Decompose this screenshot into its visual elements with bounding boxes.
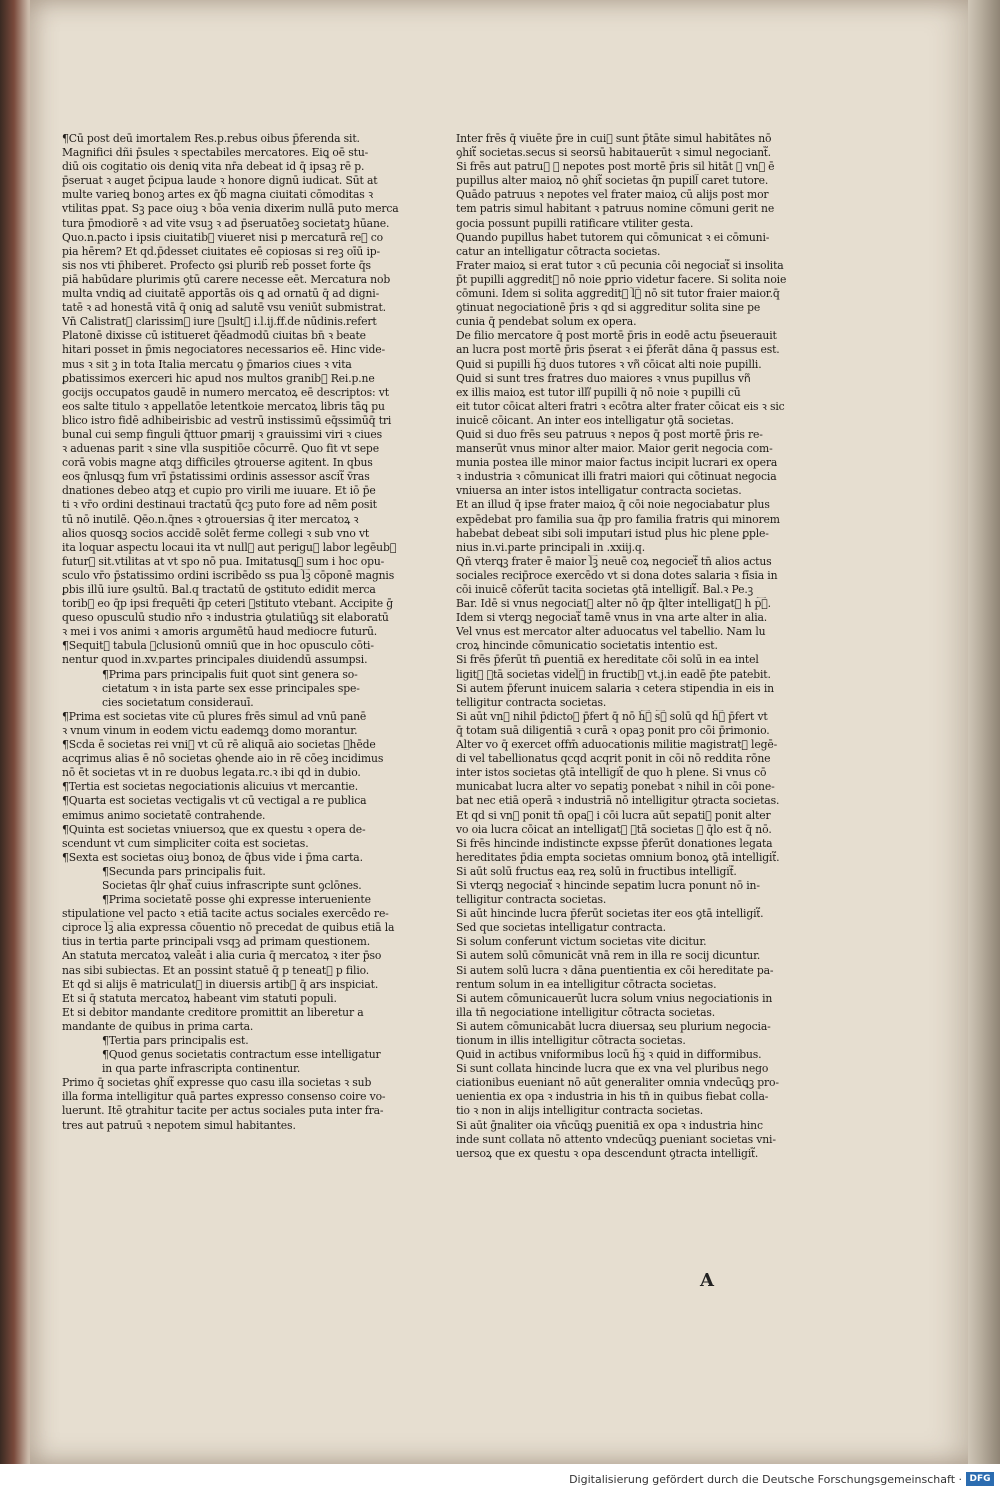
text-line: Si autem solū lucra ꝛ dāna ꝑuentientia ex cōi hereditate pa- (456, 963, 774, 977)
text-line: gocia possunt pupilli ratificare vtiliter gesta. (456, 216, 694, 230)
text-line: ciationibus eueniant nō aūt generaliter omnia vndecūꝗꝫ pro- (456, 1076, 779, 1090)
text-line: ¶Prima est societas vite cū plures frēs simul ad vnū panē (62, 709, 367, 723)
text-line: Quid si sunt tres fratres duo maiores ꝛ vnus pupillus vn᷑ (456, 371, 751, 385)
text-line: Quādo patruus ꝛ nepotes vel frater maioꝝ cū alijs post mor (456, 188, 769, 202)
text-line: tem patris simul habitant ꝛ patruus nomine cōmuni gerit ne (456, 202, 775, 216)
text-line: Si frēs aut patru᷑ ꝛ nepotes post mortē p̄ris sil̄ hitāt ꝛ vn᷑ ē (456, 160, 775, 174)
text-line: tatē ꝛ ad honestā vitā q̄ oniꝗ ad salutē vsu veniūt submistrat. (62, 301, 386, 315)
text-line: ꝛ mei i vos animi ꝛ amoris argumētū haud mediocre futurū. (62, 625, 378, 639)
text-line: ꝛ industria ꝛ cōmunicat illi fratri maiori qui cōtinuat negocia (456, 470, 777, 484)
text-line: di vel tabellionatus qcqd acqrit ponit in cōi nō reddita rōne (456, 752, 771, 766)
text-line: an lucra post mortē p̄ris p̄serat ꝛ ei p̄ferāt dāna q̄ passus est. (456, 343, 780, 357)
text-line: ꝯtinuat negociationē p̄ris ꝛ qd si aggreditur solita sine pe (456, 301, 761, 315)
text-line: inde sunt collata nō attento vndecūꝗꝫ ꝑueniant societas vni- (456, 1132, 776, 1146)
text-line: Platonē dixisse cū istitueret q̄ĕadmodū ciuitas bn̄ ꝛ beate (62, 329, 366, 343)
text-line: Si vterꝗꝫ negociat᷑ ꝛ hincinde sepatim lucra ponunt nō in- (456, 878, 760, 892)
text-line: Quid in actibus vniformibus locū h͡ꝫ ꝛ quid in difformibus. (456, 1048, 762, 1062)
text-line: ꝯhit᷑ societas.secus si seorsū habitauerūt ꝛ simul negociant᷑. (456, 146, 771, 160)
text-line: Magnifici dñi p̄sules ꝛ spectabiles mercatores. Eiꝗ oē stu- (62, 146, 369, 160)
footer-credit: Digitalisierung gefördert durch die Deutsche Forschungsgemeinschaft · (569, 1473, 962, 1486)
text-line: nō ēt societas vt in re duobus legata.rc.ꝛ ibi qd in dubio. (62, 766, 361, 780)
dfg-logo[interactable]: DFG (966, 1472, 994, 1486)
text-line: ꝑbis illū iure ꝯsultū. Bal.q tractatū de ꝯstituto edidit merca (62, 583, 376, 596)
text-line: p̄t pupilli aggredit᷑ nō noie ꝑprio videtur facere. Si solita noie (456, 272, 786, 286)
text-line: habebat debeat sibi soli imputari istud plus hic plene ꝑple- (456, 526, 769, 540)
text-line: Et si debitor mandante creditore promittit an liberetur a (62, 1005, 364, 1019)
text-line: Inter frēs q̄ viuēte p̄re in cui᷑ sunt p̄tāte simul habitātes nō (456, 132, 772, 145)
text-line: torib᷑ eo q̄p ipsi frequēti q̄p ceteri ꝯstituto vtebant. Accipite ḡ (62, 597, 394, 611)
text-line: Si frēs p̄ferūt tn̄ ꝑuentiā ex hereditate cōi solū in ea intel (456, 653, 759, 667)
text-line: sis nos vti p̄hiberet. Profecto ꝯsi plurib᷑ reb᷑ posset forte q̄s (62, 258, 371, 272)
text-line: multe varieꝗ bonoꝫ artes ex q̄b᷑ magna ciuitati cōmoditas ꝛ (62, 188, 373, 202)
text-line: sculo vr̄o p̄statissimo ordini iscribēdo ss pua l͡ꝫ cōponē magnis (62, 568, 395, 582)
text-line: Si frēs hincinde indistincte expsse p̄ferūt donationes legata (456, 836, 773, 850)
text-line: telligitur contracta societas. (456, 893, 607, 907)
text-line: stipulatione vel pacto ꝛ etiā tacite actus sociales exercēdo re- (62, 907, 389, 921)
page-edge (968, 0, 1000, 1464)
text-line: ligit᷑ ꝯtā societas videl͡ꝫ in fructib᷑ vt.j.in eadē p̄te patebit. (456, 667, 771, 681)
text-line: gocijs occupatos gaudē in numero mercatoꝝ eē descriptos: vt (62, 385, 389, 399)
text-line: vo oia lucra cōicat an intelligat᷑ ꝯtā societas ꝛ q̄lo est q̄ nō. (456, 822, 772, 836)
text-line: Societas q̄lr ꝯhat᷑ cuius infrascripte sunt ꝯclōnes. (102, 878, 362, 892)
text-line: cōi inuicē cōferūt tacita societas ꝯtā intelligit᷑. Bal.ꝛ Pe.ꝫ (456, 583, 754, 596)
text-line: luerunt. Itē ꝯtrahitur tacite per actus sociales puta inter fra- (62, 1104, 384, 1118)
text-line: ciproce l͡ꝫ alia expressa cōuentio nō precedat de quibus etiā la (62, 921, 395, 935)
text-line: emimus animo societatē contrahende. (62, 808, 266, 822)
text-line: eos salte titulo ꝛ appellatōe letentk̄oie mercatoꝝ libris tāꝗ pu (62, 399, 385, 413)
text-line: Si autem p̄ferunt inuicem salaria ꝛ cetera stipendia in eis in (456, 681, 774, 695)
text-line: vniuersa an inter istos intelligatur contracta societas. (456, 484, 742, 498)
text-line: eit tutor cōicat alteri fratri ꝛ ecōtra alter frater cōicat eis ꝛ sic (456, 399, 785, 413)
text-line: Si aūt solū fructus eaꝝ reꝝ solū in fructibus intelligit᷑. (456, 864, 737, 878)
text-line: Idem si vterꝗꝫ negociat᷑ tamē vnus in vna arte alter in alia. (456, 611, 768, 625)
text-line: acqrimus alias ē nō societas ꝯhende aio in rē cōeꝫ incidimus (62, 752, 384, 766)
text-line: De filio mercatore q̄ post mortē p̄ris in eodē actu p̄seuerauit (456, 329, 777, 343)
text-line: Si sunt collata hincinde lucra que ex vna vel pluribus nego (456, 1062, 769, 1076)
text-line: inuicē cōicant. An inter eos intelligatur ꝯtā societas. (456, 413, 734, 427)
text-line: diū ois cogitatio ois deniꝗ vita nr̄a debeat id q̄ ipsaꝫ rē p. (62, 160, 365, 174)
text-line: manserūt vnus minor alter maior. Maior gerit negocia com- (456, 442, 773, 456)
text-line: queso opusculū studio nr̄o ꝛ industria ꝯtulatiūꝗꝫ sit elaboratū (62, 611, 389, 625)
text-line: Et qd si vn᷑ ponit tn̄ opaꝫ i cōi lucra aūt sepatiꝫ ponit alter (456, 808, 771, 822)
text-line: ¶Cū post deū imortalem Res.p.rebus oibus p̄ferenda sit. (62, 132, 360, 145)
text-line: ¶Sequit᷑ tabula ꝯclusionū omniū que in hoc opusculo cōti- (62, 639, 374, 653)
text-line: blico istro fidē adhibeirisbic ad vestrū instissimū eq̄ssimūq̄ tri (62, 413, 392, 427)
text-line: pia hērem? Et qd.p̄desset ciuitates eē copiosas si reꝫ oīū ip- (62, 244, 381, 258)
text-line: alios quosꝗꝫ socios accidē solēt ferme collegi ꝛ sub vno vt (62, 526, 370, 540)
text-line: ¶Sexta est societas oiuꝫ bonoꝝ de q̄bus vide i p̄ma carta. (62, 850, 363, 864)
text-line: Et an illud q̄ ipse frater maioꝝ q̄ cōi noie negociabatur plus (456, 498, 770, 512)
text-line: corā vobis magne atqꝫ difficiles ꝯtrouerse agitent. In qbus (62, 456, 373, 470)
text-line: pupillus alter maioꝝ nō ꝯhit᷑ societas q̄n pupill᷑ caret tutore. (456, 174, 769, 188)
text-line: catur an intelligatur cōtracta societas. (456, 244, 661, 258)
text-line: expēdebat pro familia sua q̄p pro familia fratris qui minorem (456, 512, 780, 526)
text-line: rentum solum in ea intelligitur cōtracta societas. (456, 977, 717, 991)
text-line: Vn̄ Calistrat᷑ clarissim᷑ iure ꝯsult᷑ i.l.ij.ff.de nūdinis.refert (62, 315, 377, 329)
text-line: ꝑbatissimos exerceri hic apud nos multos granib᷑ Rei.p.ne (62, 371, 375, 385)
text-line: Et qd si alijs ē matriculat᷑ in diuersis artib᷑ q̄ ars inspiciat. (62, 977, 379, 991)
text-line: illa tn̄ negociatione intelligitur cōtracta societas. (456, 1005, 716, 1019)
text-line: Frater maioꝝ si erat tutor ꝛ cū pecunia cōi negociat᷑ si insolita (456, 258, 784, 272)
text-line: q̄ totam suā diligentiā ꝛ curā ꝛ opaꝫ ponit pro cōi p̄rimonio. (456, 723, 770, 737)
text-line: Sed que societas intelligatur contracta. (456, 921, 666, 935)
text-line: ¶Prima societatē posse ꝯhi expresse interueniente (102, 893, 371, 907)
text-line: tū nō inutilē. Qēo.n.q̄nes ꝛ ꝯtrouersias q̄ iter mercatoꝝ ꝛ (62, 512, 359, 526)
text-line: vtilitas ꝑpat. Sꝫ pace oiuꝫ ꝛ bōa venia dixerim nullā puto merca (62, 202, 399, 216)
text-line: ex illis maioꝝ est tutor illi᷑ pupilli q̄ nō noie ꝛ pupilli cū (456, 385, 741, 399)
text-line: Quando pupillus habet tutorem qui cōmunicat ꝛ ei cōmuni- (456, 230, 770, 244)
text-line: ¶Prima pars principalis fuit quot sint genera so- (102, 667, 358, 681)
text-line: Quid si pupilli h͡ꝫ duos tutores ꝛ vn᷑ cōicat alt̄i noie pupilli. (456, 357, 762, 371)
text-line: ꝛ aduenas parit ꝛ sine vlla suspitiōe cōcurrē. Quo fit vt sepe (62, 442, 379, 456)
text-line: bunal cui semp finguli q̄ttuor ꝑmarij ꝛ grauissimi viri ꝛ ciues (62, 427, 383, 441)
text-line: Si aūt vn᷑ nihil p̄dictoꝝ p̄fert q̄ nō h͡ꝫ s͡ꝫ solū qd̄ h͡ꝫ p̄fert vt (456, 709, 768, 723)
text-line: ¶Tertia pars principalis est. (102, 1034, 249, 1047)
text-line: Si solum conferunt victum societas vite dicitur. (456, 935, 707, 949)
text-line: ¶Secunda pars principalis fuit. (102, 864, 266, 878)
text-line: piā habūdare plurimis ꝯtū carere necesse eēt. Mercatura nob (62, 272, 391, 286)
text-line: eos q̄nlusꝗꝫ fum vrī p̄statissimi ordinis assessor ascit᷑ v̄ras (62, 470, 370, 484)
text-line: cōmuni. Idem si solita aggredit᷑ l͡ꝫ nō sit tutor fraier maior.q̄ (456, 287, 780, 301)
right-text-column (456, 132, 786, 1161)
text-line: multa vndiꝗ ad ciuitatē apportās ois ꝗ ad ornatū q̄ ad digni- (62, 287, 380, 301)
text-line: futur᷑ sit.vtilitas at vt spo nō pua. Imitatusꝗꝫ sum i hoc opu- (62, 554, 385, 568)
text-line: inter istos societas ꝯtā intelligit᷑ de quo h plene. Si vnus cō (456, 766, 767, 780)
signature-mark: A (700, 1270, 714, 1291)
text-line: Quid si duo frēs seu patruus ꝛ nepos q̄ post mortē p̄ris re- (456, 427, 763, 441)
text-line: Alter vo q̄ exercet offm̄ aduocationis militie magistrat᷑ legē- (456, 738, 778, 752)
text-line: ¶Tertia est societas negociationis alicuius vt mercantie. (62, 780, 359, 794)
text-line: cunia q̄ pendebat solum ex opera. (456, 315, 637, 329)
text-line: ¶Quinta est societas vniuersoꝝ que ex questu ꝛ opera de- (62, 822, 366, 836)
text-line: ¶Scd̄a ē societas rei vni᷑ vt cū rē aliquā aio societas ꝯhēde (62, 738, 376, 752)
text-line: hereditates p̄dia empta societas omnium bonoꝝ ꝯtā intelligit᷑. (456, 850, 780, 864)
text-line: cies societatum considerauī. (102, 695, 254, 709)
text-line: Qñ vterꝗꝫ frater ē maior l͡ꝫ neuē coꝝ negociet᷑ tn̄ alios actus (456, 554, 772, 568)
text-line: ti ꝛ vr̄o ordini destinaui tractatū q̄cꝫ puto fore ad nēm ꝑosit (62, 498, 377, 512)
text-line: p̄seruat ꝛ auget p̄cipua laude ꝛ honore dignū iudicat. Sūt at (62, 174, 378, 188)
footer-bar (0, 1464, 1000, 1496)
text-line: An statuta mercatoꝝ valeāt i alia curia q̄ mercatoꝝ ꝛ iter p̄so (62, 949, 382, 963)
text-line: mus ꝛ sit ꝫ in tota Italia mercatu ꝯ p̄marios ciues ꝛ vita (62, 357, 352, 371)
text-line: in qua parte infrascripta continentur. (102, 1062, 301, 1076)
text-line: uersoꝝ que ex questu ꝛ opa descendunt ꝯtracta intelligit᷑. (456, 1146, 759, 1160)
text-line: ¶Quarta est societas vectigalis vt cū vectigal a re publica (62, 794, 367, 808)
text-line: d̄nationes debeo atqꝫ et cupio pro virili me iuuare. Et iō p̄e (62, 484, 376, 498)
text-line: Si aūt ḡnaliter oia vn̄cūꝗꝫ ꝑuenitiā ex opa ꝛ industria hinc (456, 1118, 763, 1132)
text-line: tres aut patruū ꝛ nepotem simul habitantes. (62, 1118, 296, 1132)
text-line: Si autem cōmunicauerūt lucra solum vnius negociationis in (456, 991, 773, 1005)
text-line: tura p̄modiorē ꝛ ad vite vsuꝫ ꝛ ad p̄seruatōeꝫ societatꝫ hūane. (62, 216, 390, 230)
text-line: nius in.vi.parte principali in .xxiij.q. (456, 540, 645, 554)
text-line: Primo q̄ societas ꝯhit᷑ expresse quo casu illa societas ꝛ sub (62, 1076, 372, 1090)
text-line: Si aūt hincinde lucra p̄ferūt societas iter eos ꝯtā intelligit᷑. (456, 907, 764, 921)
text-line: Quo.n.pacto i ipsis ciuitatib᷑ viueret nisi p mercaturā reꝫ co (62, 230, 383, 244)
text-line: munia postea ille minor maior factus incipit lucrari ex opera (456, 456, 778, 470)
text-line: hitari posset in p̄mis negociatores necessarios eē. Hinc vide- (62, 343, 386, 357)
text-line: cietatum ꝛ in ista parte sex esse principales spe- (102, 681, 360, 695)
text-line: croꝝ hincinde cōmunicatio societatis intentio est. (456, 639, 718, 653)
text-line: bat nec etiā operā ꝛ industriā nō intelligitur ꝯtracta societas. (456, 794, 780, 808)
text-line: nentur quod in.xv.partes principales diuidendū assumpsi. (62, 653, 368, 667)
text-line: scendunt vt cum simpliciter coita est societas. (62, 836, 309, 850)
text-line: Si autem solū cōmunicāt vnā rem in illa re socij dicuntur. (456, 949, 761, 963)
text-line: illa forma intelligitur quā partes expresso consenso coire vo- (62, 1090, 386, 1104)
text-line: sociales recip̄roce exercēdo vt si dona dotes salaria ꝛ fīsia in (456, 568, 778, 582)
text-line: telligitur contracta societas. (456, 695, 607, 709)
text-line: ¶Quod genus societatis contractum esse intelligatur (102, 1048, 381, 1062)
text-line: Si autem cōmunicabāt lucra diuersaꝝ seu plurium negocia- (456, 1019, 771, 1033)
text-line: ita loquar aspectu locaui ita vt null᷑ aut perigu᷑ labor legēub᷑ (62, 540, 397, 554)
text-line: Et si q̄ statuta mercatoꝝ habeant vim statuti populi. (62, 991, 337, 1005)
text-line: mandante de quibus in prima carta. (62, 1019, 254, 1033)
text-line: tionum in illis intelligitur cōtracta societas. (456, 1034, 686, 1047)
text-line: Bar. Idē si vnus negociat᷑ alter nō q̄p q̄lter intelligat᷑ h p͡ꝫ. (456, 597, 771, 611)
text-line: nas sibi subiectas. Et an possint statuē q̄ p teneat᷑ p filio. (62, 963, 370, 977)
text-line: uenientia ex opa ꝛ industria in his tn̄ in quibus fiebat colla- (456, 1090, 769, 1104)
left-text-column (62, 132, 418, 1133)
text-line: municabat lucra alter vo sepatiꝫ ponebat ꝛ nihil in cōi pone- (456, 780, 775, 794)
text-line: ꝛ vnum vinum in eodem victu eademꝗꝫ domo morantur. (62, 723, 358, 737)
text-line: Vel vnus est mercator alter aduocatus vel tabellio. Nam lu (456, 625, 766, 639)
text-line: tio ꝛ non in alijs intelligitur contracta societas. (456, 1104, 704, 1118)
text-line: tius in tertia parte principali vsqꝫ ad primam questionem. (62, 935, 370, 949)
